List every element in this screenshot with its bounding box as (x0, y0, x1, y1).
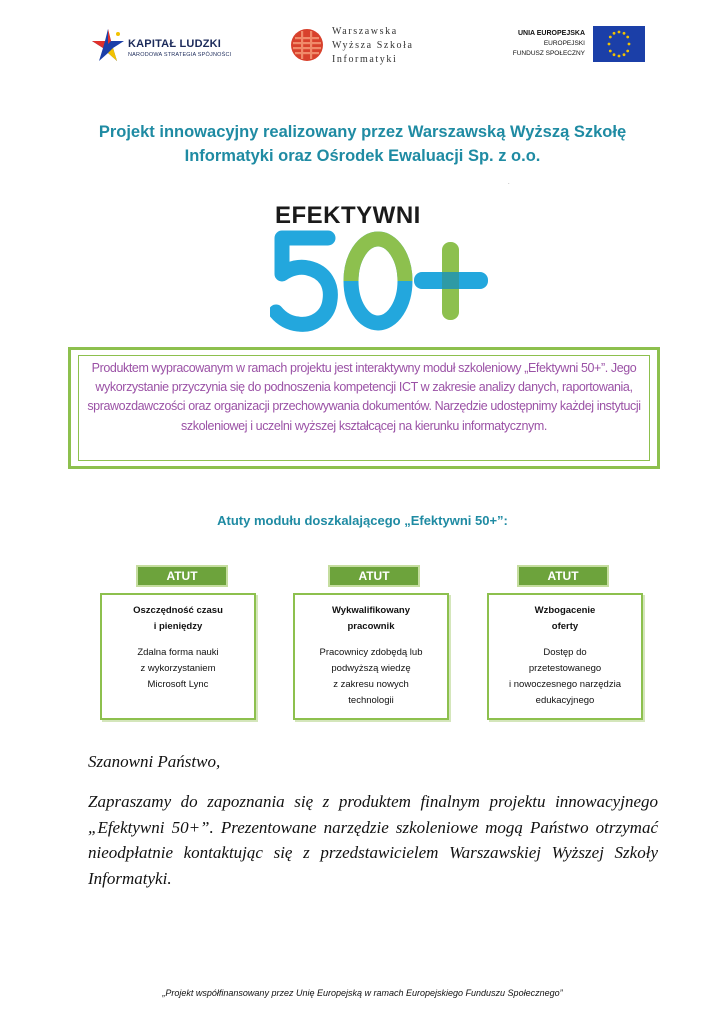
atut-tab-2: ATUT (328, 565, 420, 587)
eu-line-1: UNIA EUROPEJSKA (517, 30, 585, 37)
kapital-ludzki-title: KAPITAŁ LUDZKI (128, 38, 222, 50)
atut-tab-1: ATUT (136, 565, 228, 587)
atuty-heading: Atuty modułu doszkalającego „Efektywni 50+”: (217, 513, 508, 528)
footer-note: „Projekt współfinansowany przez Unię Europejską w ramach Europejskiego Funduszu Społecznego” (162, 988, 563, 998)
eu-flag-icon (593, 26, 645, 62)
kapital-ludzki-star-icon (88, 26, 128, 66)
wwsi-line-2: Wyższa Szkoła (332, 40, 414, 51)
atut-card-2-title: Wykwalifikowany pracownik (332, 605, 410, 632)
product-box-text: Produktem wypracowanym w ramach projektu jest interaktywny moduł szkoleniowy „Efektywni 50+”. Jego wykorzystanie przyczynia się do podnoszenia kompetencji ICT w zakresie analizy danych, raportowania, sprawozdawczości oraz organizacji przechowywania dokumentów. Narzędzie udostępnimy każdej instytucji szkoleniowej i uczelni wyższej kształcącej na kierunku informatycznym. (87, 361, 641, 433)
eu-logo (505, 26, 645, 64)
stray-dot: . (508, 180, 510, 186)
kapital-ludzki-logo (88, 26, 238, 66)
wwsi-line-3: Informatyki (332, 54, 398, 65)
wwsi-logo (290, 24, 430, 68)
atut-tab-3: ATUT (517, 565, 609, 587)
eu-line-3: FUNDUSZ SPOŁECZNY (512, 50, 585, 57)
atut-card-1-body: Zdalna forma nauki z wykorzystaniem Microsoft Lync (137, 647, 219, 690)
kapital-ludzki-subtitle: NARODOWA STRATEGIA SPÓJNOŚCI (128, 52, 232, 58)
efektywni-title: EFEKTYWNI (275, 202, 421, 229)
atut-card-3-title: Wzbogacenie oferty (534, 605, 596, 632)
atut-card-1-title: Oszczędność czasu i pieniędzy (133, 605, 223, 632)
atut-card-2 (293, 593, 449, 720)
page-headline: Projekt innowacyjny realizowany przez Warszawską Wyższą Szkołę Informatyki oraz Ośrodek Ewaluacji Sp. z o.o. (98, 123, 627, 165)
atut-card-3-body: Dostęp do przetestowanego i nowoczesnego narzędzia edukacyjnego (509, 647, 621, 706)
atut-card-2-body: Pracownicy zdobędą lub podwyższą wiedzę z zakresu nowych technologii (319, 647, 423, 706)
atut-card-1 (100, 593, 256, 720)
wwsi-globe-icon (290, 28, 324, 62)
efektywni-50-plus-logo (270, 228, 490, 333)
letter-body: Zapraszamy do zapoznania się z produktem finalnym projektu innowacyjnego „Efektywni 50+”. Prezentowane narzędzie szkoleniowe mogą Państwo otrzymać nieodpłatnie kontaktując się z przedstawicielem Warszawskiej Wyższej Szkoły Informatyki. (88, 792, 658, 888)
wwsi-line-1: Warszawska (332, 26, 398, 37)
atut-card-3 (487, 593, 643, 720)
salutation: Szanowni Państwo, (88, 752, 221, 771)
eu-line-2: EUROPEJSKI (543, 40, 585, 47)
